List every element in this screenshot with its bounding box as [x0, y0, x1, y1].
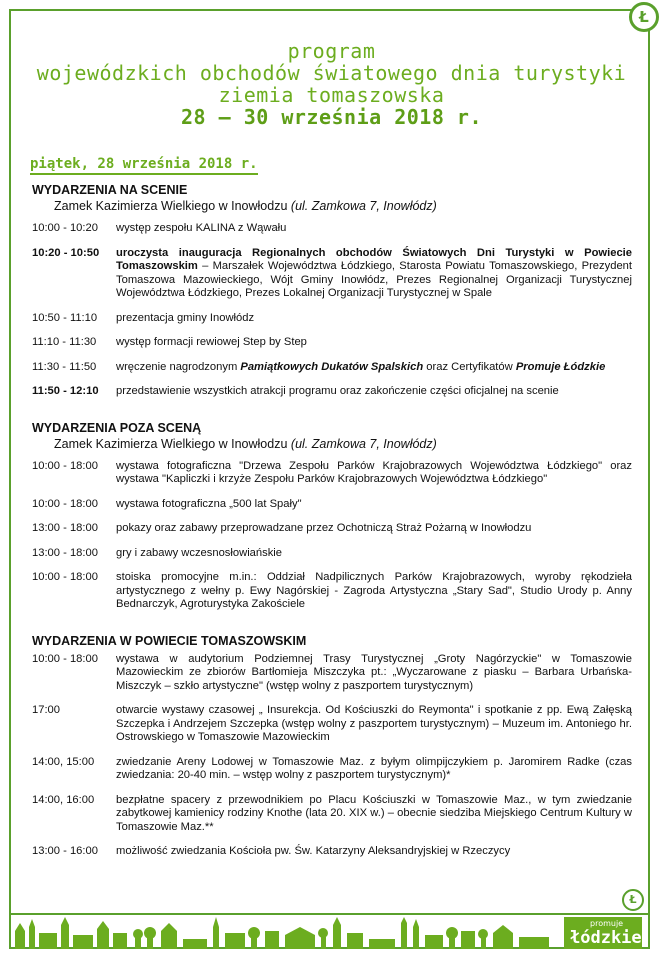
row-desc: stoiska promocyjne m.in.: Oddział Nadpilicznych Parków Krajobrazowych, wyroby rękodzieła artystycznego z wełny p. Ewy Nagórskiej - Zagroda Artystyczna „Stary Sad", Studio Urody p. Anny Bednarczyk, Agroturystyka Zakościele — [116, 571, 632, 610]
row-time: 10:00 - 18:00 — [32, 497, 98, 510]
schedule-row — [32, 385, 632, 399]
section-venue — [54, 198, 632, 214]
brand-small-text: promuje — [590, 919, 624, 928]
row-time: 13:00 - 18:00 — [32, 546, 98, 559]
row-time: 11:30 - 11:50 — [32, 360, 97, 373]
header-line-1: program — [287, 39, 376, 63]
row-time: 10:20 - 10:50 — [32, 246, 100, 259]
section-title: WYDARZENIA W POWIECIE TOMASZOWSKIM — [32, 633, 307, 648]
section-title: WYDARZENIA NA SCENIE — [32, 183, 188, 197]
row-desc: gry i zabawy wczesnosłowiańskie — [116, 546, 283, 559]
row-time: 14:00, 16:00 — [32, 793, 95, 806]
schedule-row — [32, 247, 632, 301]
brand-big-text: łódzkie — [570, 928, 642, 948]
row-time: 10:00 - 18:00 — [32, 459, 98, 472]
schedule-row — [32, 704, 632, 745]
row-desc: występ formacji rewiowej Step by Step — [116, 336, 307, 348]
schedule-row — [32, 361, 632, 375]
venue-name: Zamek Kazimierza Wielkiego w Inowłodzu — [54, 199, 288, 213]
program-content — [32, 182, 632, 870]
schedule-row — [32, 756, 632, 783]
schedule-row — [32, 794, 632, 835]
row-desc: wystawa fotograficzna „500 lat Spały" — [116, 497, 302, 510]
row-desc — [116, 361, 632, 375]
schedule-row — [32, 845, 632, 859]
row-desc: otwarcie wystawy czasowej „ Insurekcja. Od Kościuszki do Reymonta" i spotkanie z pp. Ewą Załęską Szczepka i Andrzejem Szczepka (wstęp wolny z paszportem turystycznym) – Muzeum im. Antoniego hr. Ostrowskiego w Tomaszowie Mazowieckim — [116, 704, 632, 743]
schedule-row — [32, 522, 632, 536]
row-desc: wystawa fotograficzna "Drzewa Zespołu Parków Krajobrazowych Województwa Łódzkiego" oraz wystawa "Kapliczki i krzyże Zespołu Parków Krajobrazowych Województwa Łódzkiego" — [116, 459, 632, 485]
row-time: 14:00, 15:00 — [32, 755, 95, 768]
row-desc: zwiedzanie Areny Lodowej w Tomaszowie Maz. z byłym olimpijczykiem p. Jaromirem Radke (czas zwiedzania: 20-40 min. – wstęp wolny z paszportem turystycznym)* — [116, 755, 632, 781]
row-time: 10:00 - 18:00 — [32, 652, 98, 665]
row-time: 10:00 - 18:00 — [32, 571, 98, 583]
schedule-row — [32, 312, 632, 326]
row-desc: prezentacja gminy Inowłódz — [116, 311, 255, 324]
row-time: 17:00 — [32, 704, 60, 716]
row-time: 10:50 - 11:10 — [32, 311, 98, 324]
brand-badge-icon: Ł — [622, 889, 644, 911]
header-dates: 28 – 30 września 2018 r. — [181, 105, 482, 129]
schedule-row — [32, 653, 632, 694]
schedule-row — [32, 222, 632, 236]
row-desc-emph: Promuje Łódzkie — [515, 360, 606, 373]
row-desc — [116, 247, 632, 301]
schedule-row — [32, 547, 632, 561]
row-desc-part: wręczenie nagrodzonym — [116, 360, 241, 373]
row-time: 13:00 - 18:00 — [32, 522, 98, 534]
row-time: 11:10 - 11:30 — [32, 336, 97, 348]
day-heading: piątek, 28 września 2018 r. — [30, 156, 258, 175]
schedule-row — [32, 498, 632, 512]
schedule-row — [32, 571, 632, 612]
row-desc: możliwość zwiedzania Kościoła pw. Św. Katarzyny Aleksandryjskiej w Rzeczycy — [116, 845, 511, 857]
region-logo-icon: Ł — [629, 2, 659, 32]
row-time: 13:00 - 16:00 — [32, 845, 98, 857]
venue-address: (ul. Zamkowa 7, Inowłódz) — [290, 199, 437, 213]
town-skyline-icon — [15, 917, 555, 949]
venue-name: Zamek Kazimierza Wielkiego w Inowłodzu — [54, 436, 288, 451]
program-header — [0, 40, 663, 128]
row-desc-rest: – Marszałek Województwa Łódzkiego, Starosta Powiatu Tomaszowskiego, Prezydent Tomaszowa Mazowieckiego, Wójt Gminy Inowłódz, Prezes Regionalnej Organizacji Turystycznej Województwa Łódzkiego, Prezes Lokalnej Organizacji Turystycznej w Spale — [116, 260, 632, 299]
header-line-2: wojewódzkich obchodów światowego dnia turystyki — [36, 61, 627, 85]
row-desc-bold: uroczysta inauguracja Regionalnych obchodów Światowych Dni Turystyki w Powiecie Tomaszowskim — [116, 246, 632, 272]
row-time: 10:00 - 10:20 — [32, 222, 98, 234]
promuje-lodzkie-brand — [564, 917, 642, 949]
header-line-3: ziemia tomaszowska — [218, 83, 445, 107]
row-desc: występ zespołu KALINA z Wąwału — [116, 222, 287, 234]
row-desc-part: oraz Certyfikatów — [423, 360, 516, 373]
row-desc: pokazy oraz zabawy przeprowadzane przez Ochotniczą Straż Pożarną w Inowłodzu — [116, 522, 532, 534]
footer-banner — [9, 893, 650, 951]
row-desc: bezpłatne spacery z przewodnikiem po Placu Kościuszki w Tomaszowie Maz., w tym zwiedzanie zabytkowej kamienicy rodziny Knothe (lata 20. XIX w.) – obecnie siedziba Miejskiego Centrum Kultury w Tomaszowie Maz.** — [116, 793, 632, 833]
row-time: 11:50 - 12:10 — [32, 385, 99, 397]
schedule-row — [32, 460, 632, 487]
section-title: WYDARZENIA POZA SCENĄ — [32, 420, 202, 435]
row-desc: wystawa w audytorium Podziemnej Trasy Turystycznej „Groty Nagórzyckie" w Tomaszowie Mazowieckim ze zbiorów Bartłomieja Miszczyka pt.: „Wyczarowane z piasku – Barbara Urbańska-Miszczyk – szkło artystyczne" (wstęp wolny z paszportem turystycznym) — [116, 652, 632, 692]
row-desc: przedstawienie wszystkich atrakcji programu oraz zakończenie części oficjalnej na scenie — [116, 385, 559, 397]
venue-address: (ul. Zamkowa 7, Inowłódz) — [290, 436, 437, 451]
section-venue — [54, 436, 632, 452]
row-desc-emph: Pamiątkowych Dukatów Spalskich — [240, 360, 424, 373]
schedule-row — [32, 336, 632, 350]
